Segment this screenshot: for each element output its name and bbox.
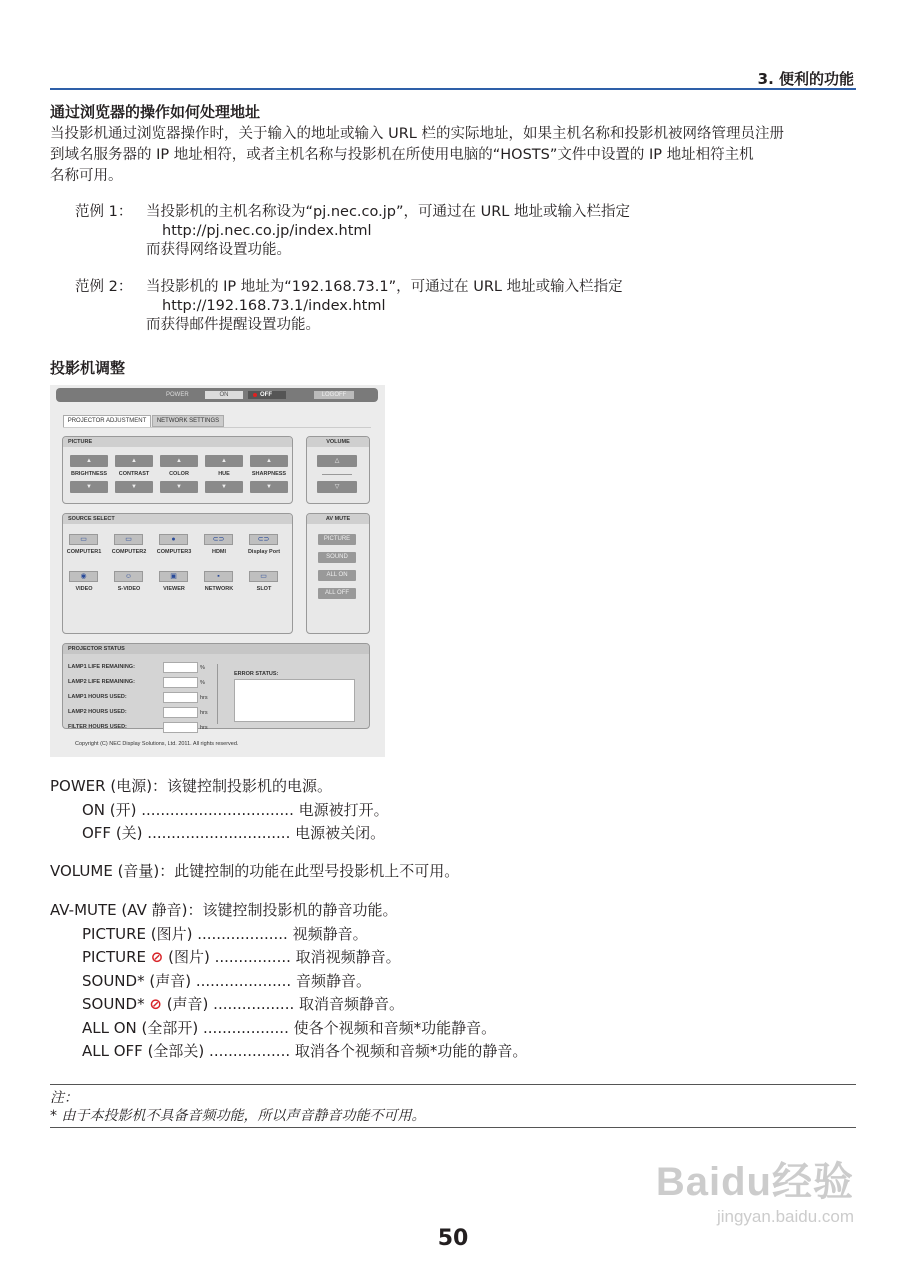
desc-item-meaning: 取消各个视频和音频*功能的静音。 [294,1042,528,1060]
group-title: VOLUME [307,437,369,447]
status-unit: hrs [200,695,208,701]
example-label: 范例 1： [75,204,133,220]
status-divider [217,664,218,724]
note-text: * 由于本投影机不具备音频功能，所以声音静音功能不可用。 [50,1108,426,1124]
picture-item-label: BRIGHTNESS [70,471,108,477]
picture-down-button[interactable]: ▼ [115,481,153,493]
error-status-textarea[interactable] [234,679,355,722]
volume-up-button[interactable]: △ [317,455,357,467]
status-unit: hrs [200,710,208,716]
projector-status-group [62,643,370,729]
desc-item-term: PICTURE (图片) ................... [82,924,293,943]
desc-title: AV-MUTE (AV 静音)：该键控制投影机的静音功能。 [50,901,398,919]
example-text: 当投影机的 IP 地址为“192.168.73.1”，可通过在 URL 地址或输入栏指定 [146,279,623,295]
status-label: LAMP2 LIFE REMAINING: [68,679,135,685]
projector-web-ui [50,385,385,757]
power-description [50,775,389,846]
desc-item [50,946,527,970]
section-title: 通过浏览器的操作如何处理地址 [50,103,261,121]
avmute-picture-button[interactable]: PICTURE [318,534,356,545]
tab-divider [63,427,371,428]
note-rule-bottom [50,1127,856,1128]
tab-network-settings[interactable]: NETWORK SETTINGS [152,415,224,427]
source-label: NETWORK [204,586,234,592]
power-bar [56,388,378,402]
example-label: 范例 2： [75,279,133,295]
source-label: SLOT [256,586,272,592]
source-label: COMPUTER2 [111,549,147,555]
desc-item [50,1017,527,1041]
desc-item-meaning: 视频静音。 [292,924,368,943]
picture-item-label: CONTRAST [118,471,150,477]
desc-item: OFF (关) .............................. 电源被关闭。 [82,824,386,842]
status-unit: % [200,665,205,671]
desc-item-term: ALL OFF (全部关) ................. [82,1042,295,1060]
source-label: S-VIDEO [117,586,141,592]
example-text: 当投影机的主机名称设为“pj.nec.co.jp”，可通过在 URL 地址或输入栏指定 [146,204,630,220]
source-button-computer1[interactable]: ▭ [69,534,98,545]
desc-title: POWER (电源)：该键控制投影机的电源。 [50,777,333,795]
source-label: VIDEO [75,586,93,592]
body-line: 到域名服务器的 IP 地址相符，或者主机名称与投影机在所使用电脑的“HOSTS”文件中设置的 IP 地址相符主机 [50,147,754,163]
av-mute-group [306,513,370,634]
tab-projector-adjustment[interactable]: PROJECTOR ADJUSTMENT [63,415,151,427]
avmute-all-on-button[interactable]: ALL ON [318,570,356,581]
example-text: 而获得网络设置功能。 [146,242,291,258]
source-button-computer2[interactable]: ▭ [114,534,143,545]
desc-item-term: (声音) ................. [161,995,300,1013]
copyright: Copyright (C) NEC Display Solutions, Ltd. 2011. All rights reserved. [75,741,239,747]
page-number: 50 [437,1226,469,1251]
picture-up-button[interactable]: ▲ [250,455,288,467]
power-label: POWER [166,392,189,398]
source-button-network[interactable]: ▪ [204,571,233,582]
volume-level-line [322,474,352,475]
source-label: HDMI [211,549,227,555]
source-button-hdmi[interactable]: ⊂⊃ [204,534,233,545]
source-button-viewer[interactable]: ▣ [159,571,188,582]
desc-item [50,1040,527,1064]
source-label: VIEWER [163,586,185,592]
status-unit: hrs [200,725,208,731]
group-title: PROJECTOR STATUS [63,644,369,654]
desc-item-term: SOUND* (声音) .................... [82,971,296,990]
desc-item [50,970,527,994]
picture-down-button[interactable]: ▼ [250,481,288,493]
picture-down-button[interactable]: ▼ [160,481,198,493]
power-off-label: OFF [260,392,272,398]
source-label: COMPUTER1 [66,549,102,555]
status-label: FILTER HOURS USED: [68,724,127,730]
source-label: COMPUTER3 [156,549,192,555]
avmute-all-off-button[interactable]: ALL OFF [318,588,356,599]
source-select-group [62,513,293,634]
picture-down-button[interactable]: ▼ [70,481,108,493]
picture-down-button[interactable]: ▼ [205,481,243,493]
group-title: PICTURE [63,437,292,447]
volume-group [306,436,370,504]
group-title: SOURCE SELECT [63,514,292,524]
status-field [163,707,198,718]
desc-item-term: PICTURE [82,948,151,966]
example-1 [75,203,630,260]
logoff-button[interactable]: LOGOFF [314,391,354,399]
power-indicator-icon [253,393,257,397]
status-unit: % [200,680,205,686]
source-button-computer3[interactable]: ● [159,534,188,545]
status-label: LAMP2 HOURS USED: [68,709,127,715]
status-field [163,692,198,703]
status-label: LAMP1 LIFE REMAINING: [68,664,135,670]
body-line: 名称可用。 [50,168,123,184]
source-button-s-video[interactable]: ☺ [114,571,143,582]
source-button-video[interactable]: ◉ [69,571,98,582]
picture-item-label: COLOR [169,471,189,477]
desc-item-meaning: 使各个视频和音频*功能静音。 [293,1018,497,1037]
picture-item-label: SHARPNESS [251,471,287,477]
mute-cancel-icon: ⊘ [149,995,162,1013]
picture-group [62,436,293,504]
desc-item-term: (图片) ................ [163,948,296,966]
desc-item-term: SOUND* [82,995,150,1013]
example-url: http://pj.nec.co.jp/index.html [162,223,372,239]
example-text: 而获得邮件提醒设置功能。 [146,317,320,333]
avmute-description [50,899,527,1064]
desc-item [50,923,527,947]
status-field [163,662,198,673]
group-title: AV MUTE [307,514,369,524]
source-button-display-port[interactable]: ⊂⊃ [249,534,278,545]
watermark-brand: Baidu经验 [655,1160,854,1204]
volume-description: VOLUME (音量)：此键控制的功能在此型号投影机上不可用。 [50,862,460,880]
desc-item-meaning: 取消音频静音。 [299,995,405,1013]
desc-item-term: ALL ON (全部开) .................. [82,1018,294,1037]
mute-cancel-icon: ⊘ [150,948,164,966]
note-rule-top [50,1084,856,1085]
example-url: http://192.168.73.1/index.html [162,298,386,314]
section-body [50,124,858,187]
error-status-label: ERROR STATUS: [234,671,279,677]
section-title: 投影机调整 [50,359,126,377]
chapter-header: 3. 便利的功能 [757,70,854,88]
status-field [163,677,198,688]
source-button-slot[interactable]: ▭ [249,571,278,582]
desc-item: ON (开) ................................ 电源被打开。 [82,800,389,819]
baidu-watermark [656,1150,854,1227]
picture-up-button[interactable]: ▲ [115,455,153,467]
status-field [163,722,198,733]
picture-up-button[interactable]: ▲ [160,455,198,467]
volume-down-button[interactable]: ▽ [317,481,357,493]
power-on-button[interactable]: ON [205,391,243,399]
desc-item-meaning: 音频静音。 [295,971,371,990]
status-label: LAMP1 HOURS USED: [68,694,127,700]
desc-item-meaning: 取消视频静音。 [295,948,401,966]
body-line: 当投影机通过浏览器操作时，关于输入的地址或输入 URL 栏的实际地址，如果主机名称和投影机被网络管理员注册 [50,126,784,142]
watermark-url: jingyan.baidu.com [716,1207,854,1226]
note-label: 注： [50,1090,78,1106]
header-rule [50,88,856,90]
avmute-sound-button[interactable]: SOUND [318,552,356,563]
source-label: Display Port [247,549,281,555]
picture-item-label: HUE [218,471,230,477]
picture-up-button[interactable]: ▲ [205,455,243,467]
example-2 [75,278,623,335]
desc-item [50,993,527,1017]
picture-up-button[interactable]: ▲ [70,455,108,467]
